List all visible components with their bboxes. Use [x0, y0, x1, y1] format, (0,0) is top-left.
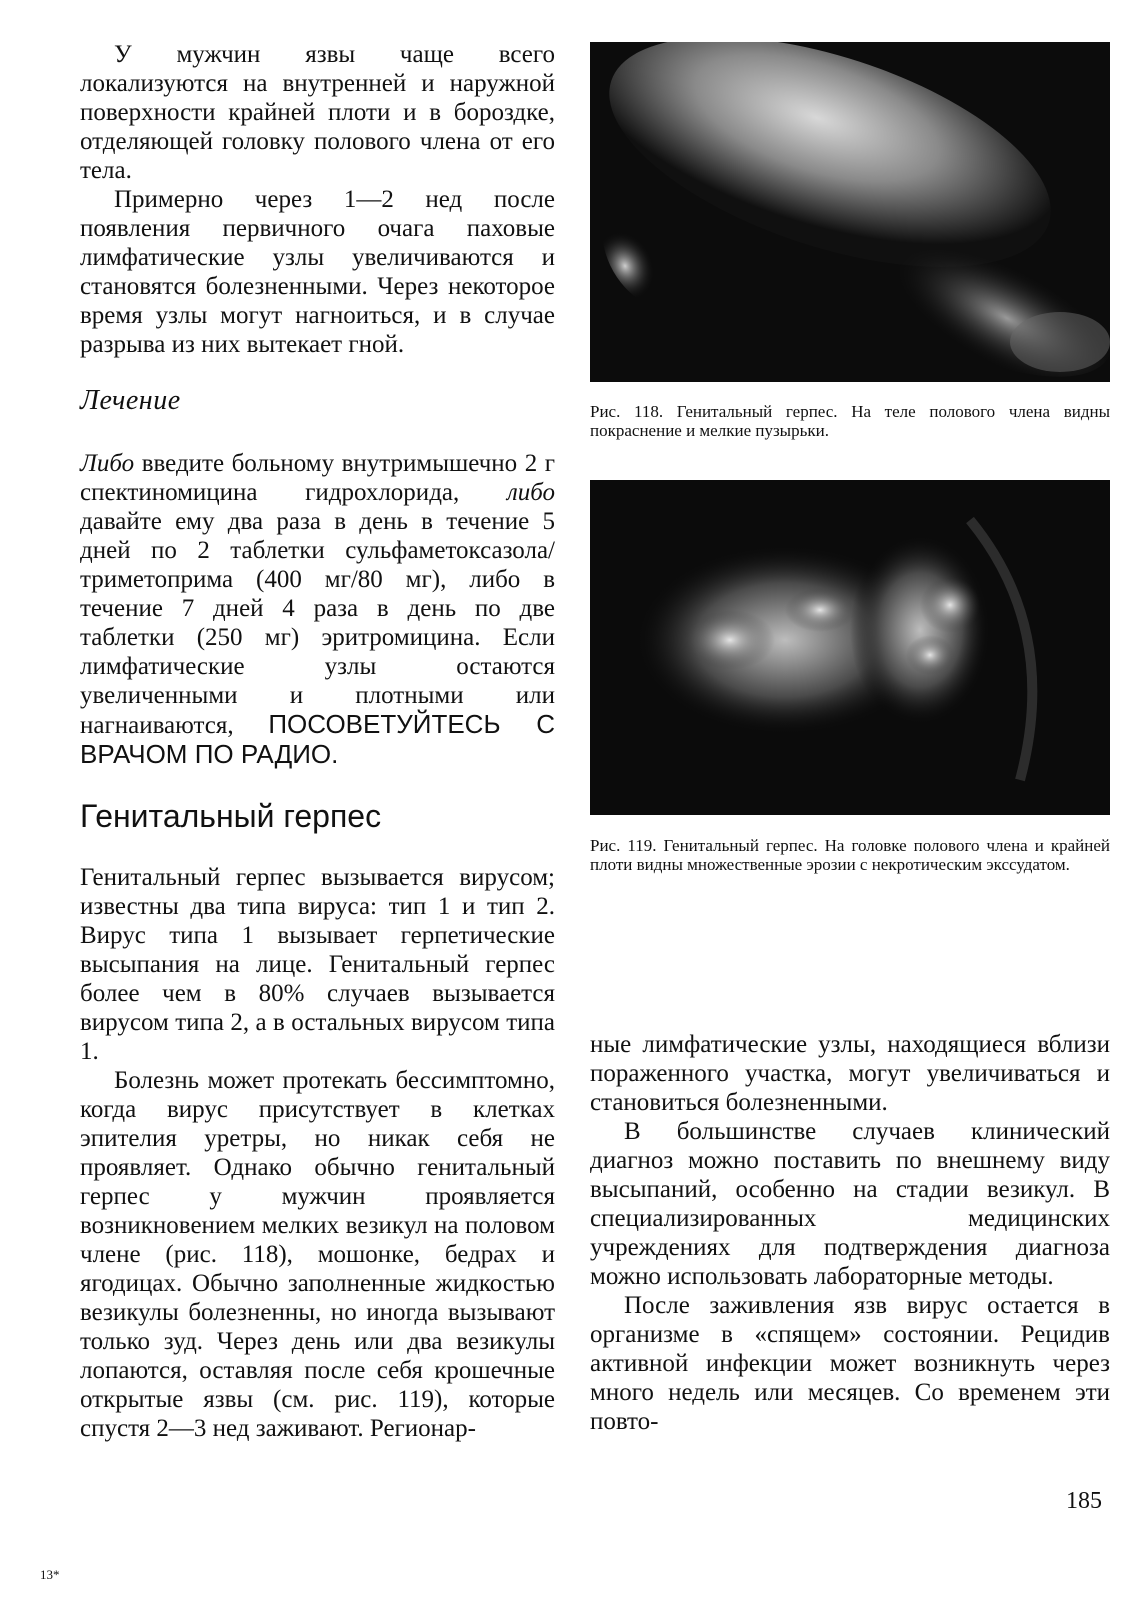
figure-119-caption: Рис. 119. Генитальный герпес. На головке полового члена и крайней плоти видны множественные эрозии с некротическим экссудатом. [590, 836, 1110, 874]
heading-genital-herpes: Генитальный герпес [80, 798, 382, 834]
figure-119-photo [590, 480, 1110, 815]
paragraph-regional-nodes: ные лимфатические узлы, находящиеся вблизи пораженного участка, могут увеличиваться и становиться болезненными. [590, 1031, 1110, 1116]
paragraph-herpes-cause: Генитальный герпес вызывается вирусом; известны два типа вируса: тип 1 и тип 2. Вирус типа 1 вызывает герпетические высыпания на лице. Генитальный герпес более чем в 80% случаев вызывается вирусом типа 2, а в остальных вирусом типа 1. [80, 864, 555, 1065]
paragraph-lymph-nodes: Примерно через 1—2 нед после появления первичного очага паховые лимфатические узлы увеличиваются и становятся болезненными. Через некоторое время узлы могут нагноиться, и в случае разрыва из них вытекает гной. [80, 186, 555, 358]
paragraph-diagnosis: В большинстве случаев клинический диагноз можно поставить по внешнему виду высыпаний, особенно на стадии везикул. В специализированных медицинских учреждениях для подтверждения диагноза можно использовать лабораторные методы. [590, 1118, 1110, 1290]
page-number: 185 [1066, 1488, 1102, 1514]
left-column [80, 40, 555, 1443]
emphasis-either: Либо [80, 450, 135, 477]
heading-treatment: Лечение [80, 385, 181, 416]
treatment-text-a: введите больному внутримышечно 2 г спектиномицина гидрохлорида, [80, 450, 555, 506]
radio-consult-notice: ПОСОВЕТУЙТЕСЬ С ВРАЧОМ ПО РАДИО. [80, 709, 555, 769]
treatment-text-b: давайте ему два раза в день в течение 5 дней по 2 таблетки сульфаметоксазола/триметоприма (400 мг/80 мг), либо в течение 7 дней 4 раза в день по две таблетки (250 мг) эритромицина. Если лимфатические узлы остаются увеличенными и плотными или нагнаиваются, [80, 508, 555, 739]
paragraph-recurrence: После заживления язв вирус остается в организме в «спящем» состоянии. Рецидив активной инфекции может возникнуть через много недель или месяцев. Со временем эти повто- [590, 1292, 1110, 1435]
paragraph-ulcer-location: У мужчин язвы чаще всего локализуются на внутренней и наружной поверхности крайней плоти и в бороздке, отделяющей головку полового члена от его тела. [80, 41, 555, 184]
signature-mark: 13* [40, 1567, 60, 1582]
paragraph-treatment [80, 449, 555, 770]
paragraph-herpes-symptoms: Болезнь может протекать бессимптомно, когда вирус присутствует в клетках эпителия уретры, но никак себя не проявляет. Однако обычно генитальный герпес у мужчин проявляется возникновением мелких везикул на половом члене (рис. 118), мошонке, бедрах и ягодицах. Обычно заполненные жидкостью везикулы болезненны, но иногда вызывают только зуд. Через день или два везикулы лопаются, оставляя после себя крошечные открытые язвы (см. рис. 119), которые спустя 2—3 нед заживают. Регионар- [80, 1067, 555, 1442]
figure-118-caption: Рис. 118. Генитальный герпес. На теле полового члена видны покраснение и мелкие пузырьки. [590, 402, 1110, 440]
figure-118-photo [590, 42, 1110, 382]
right-column [590, 1030, 1110, 1436]
herpes-photo-118 [590, 42, 1110, 382]
emphasis-or: либо [506, 479, 555, 506]
herpes-photo-119 [590, 480, 1110, 815]
